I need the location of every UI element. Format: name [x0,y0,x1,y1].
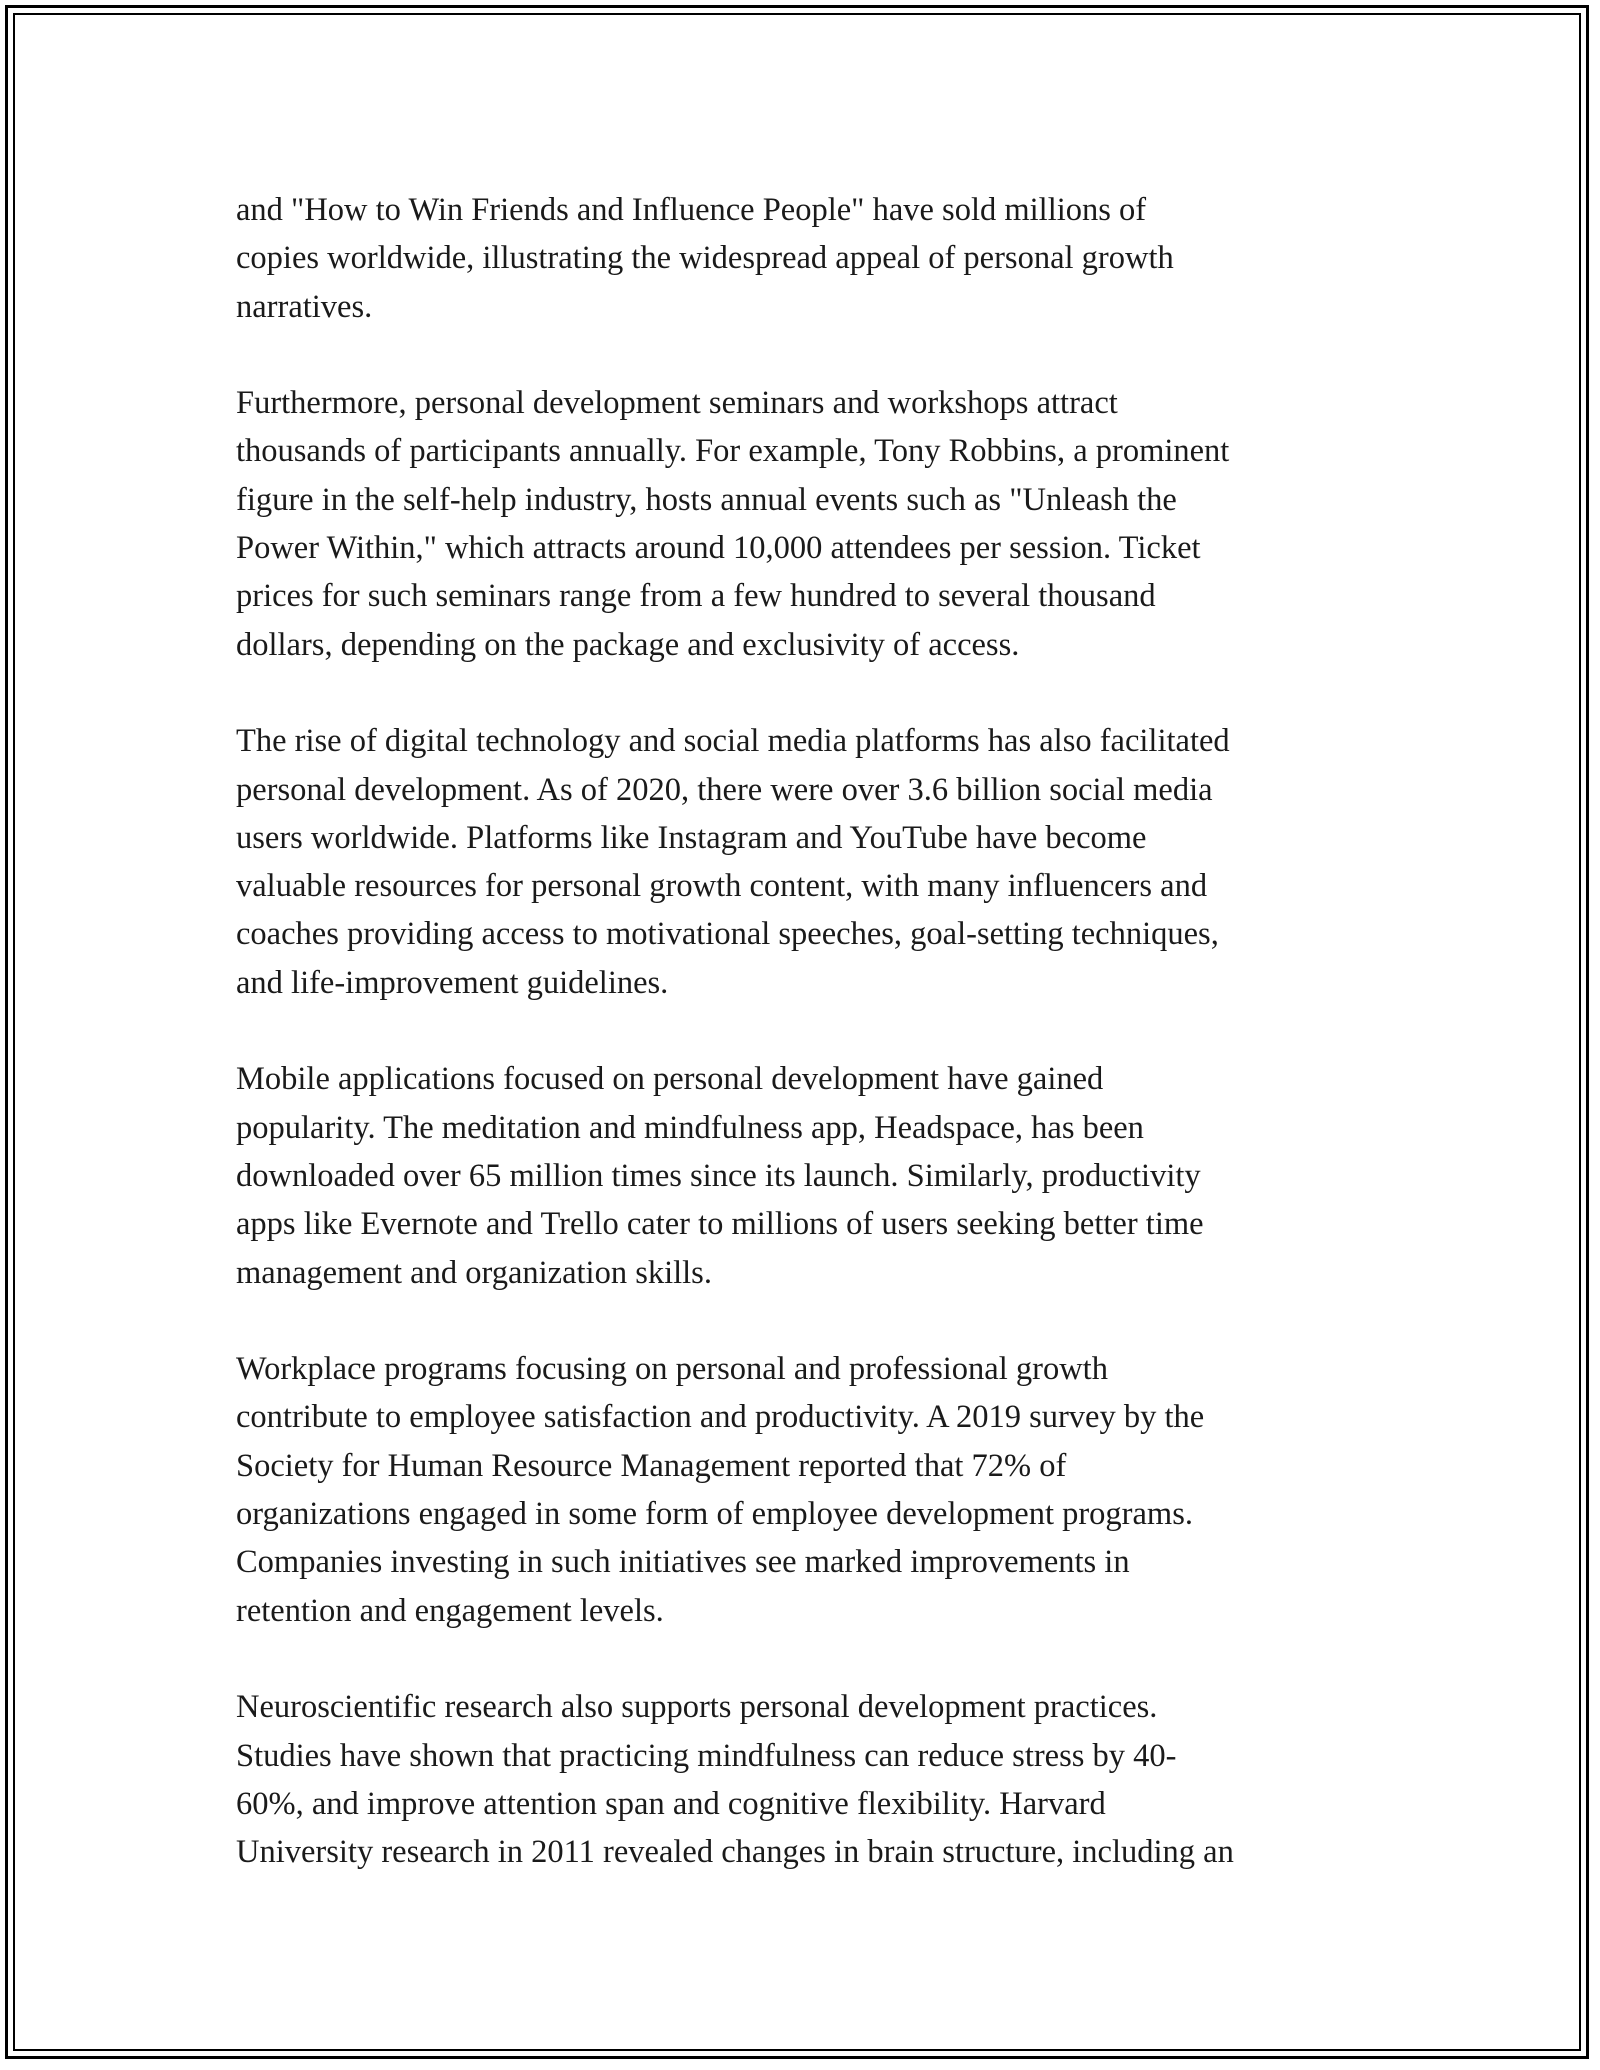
text-line: downloaded over 65 million times since its launch. Similarly, productivity [236,1157,1201,1194]
text-line: and life-improvement guidelines. [236,964,669,1001]
text-line: Furthermore, personal development seminars and workshops attract [236,385,1118,422]
text-line: Power Within," which attracts around 10,000 attendees per session. Ticket [236,530,1201,567]
text-line: 60%, and improve attention span and cognitive flexibility. Harvard [236,1785,1106,1822]
text-line: prices for such seminars range from a few hundred to several thousand [236,578,1156,615]
paragraph [236,186,1376,331]
text-line: Companies investing in such initiatives see marked improvements in [236,1544,1130,1581]
text-line: contribute to employee satisfaction and productivity. A 2019 survey by the [236,1399,1205,1436]
text-line: retention and engagement levels. [236,1592,664,1629]
text-line: valuable resources for personal growth content, with many influencers and [236,868,1208,905]
text-line: Society for Human Resource Management reported that 72% of [236,1447,1067,1484]
paragraph [236,1055,1376,1296]
text-line: apps like Evernote and Trello cater to millions of users seeking better time [236,1206,1204,1243]
text-line: popularity. The meditation and mindfulness app, Headspace, has been [236,1109,1144,1146]
text-line: figure in the self-help industry, hosts annual events such as "Unleash the [236,481,1177,518]
text-line: management and organization skills. [236,1254,712,1291]
text-line: copies worldwide, illustrating the widespread appeal of personal growth [236,240,1174,277]
text-line: dollars, depending on the package and exclusivity of access. [236,626,1020,663]
text-line: personal development. As of 2020, there were over 3.6 billion social media [236,771,1213,808]
text-line: coaches providing access to motivational speeches, goal-setting techniques, [236,916,1219,953]
text-line: organizations engaged in some form of employee development programs. [236,1496,1193,1533]
document-body [236,186,1376,1925]
text-line: users worldwide. Platforms like Instagram and YouTube have become [236,819,1147,856]
text-line: The rise of digital technology and social media platforms has also facilitated [236,723,1230,760]
text-line: and "How to Win Friends and Influence People" have sold millions of [236,192,1147,228]
paragraph [236,717,1376,1007]
text-line: Mobile applications focused on personal development have gained [236,1061,1104,1098]
text-line: narratives. [236,288,373,325]
text-line: University research in 2011 revealed changes in brain structure, including an [236,1834,1234,1871]
text-line: thousands of participants annually. For example, Tony Robbins, a prominent [236,433,1230,470]
paragraph [236,379,1376,669]
paragraph [236,1683,1376,1876]
text-line: Neuroscientific research also supports personal development practices. [236,1689,1158,1726]
text-line: Workplace programs focusing on personal and professional growth [236,1351,1108,1388]
text-line: Studies have shown that practicing mindfulness can reduce stress by 40- [236,1737,1177,1774]
paragraph [236,1345,1376,1635]
